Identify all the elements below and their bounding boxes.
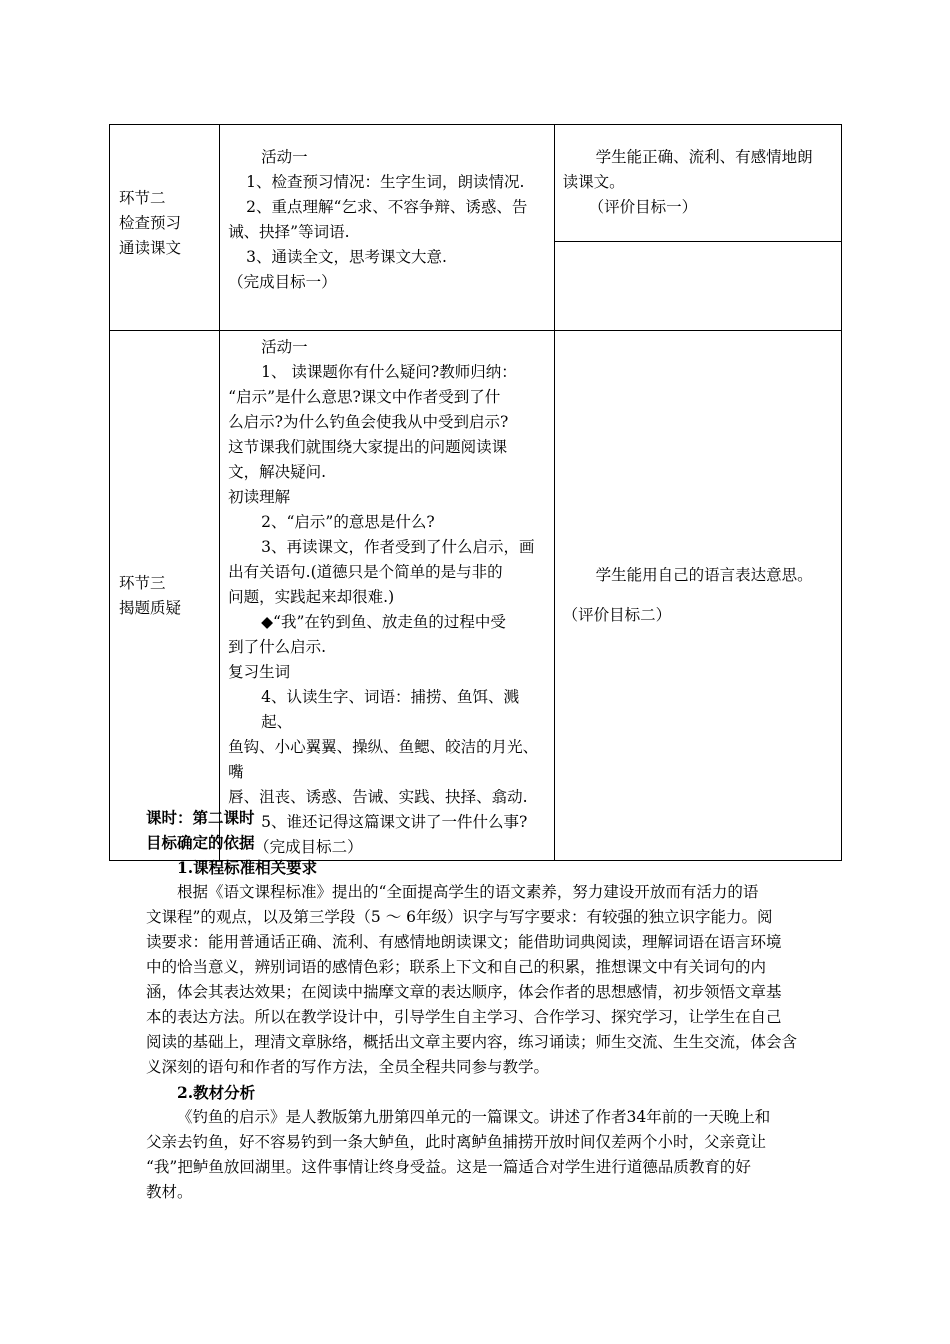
activity-line: 1、检查预习情况：生字生词，朗读情况. (246, 173, 525, 191)
stage-2-line: 环节二 (119, 189, 166, 207)
paragraph-line: 教材。 (146, 1183, 193, 1201)
paragraph-line: 根据《语文课程标准》提出的“全面提高学生的语文素养，努力建设开放而有活力的语 (177, 883, 759, 901)
stage-cell-3 (110, 331, 220, 861)
activity-line: 到了什么启示. (228, 638, 327, 656)
activity-line: 3、再读课文，作者受到了什么启示，画 (261, 538, 535, 556)
activity-line: 初读理解 (228, 488, 291, 506)
activity-line: 诫、抉择”等词语. (228, 223, 350, 241)
stage-3-line: 揭题质疑 (119, 598, 182, 617)
evaluation-line: 学生能用自己的语言表达意思。 (595, 565, 813, 584)
evaluation-line: 读课文。 (562, 173, 625, 191)
activity-line: 出有关语句.(道德只是个简单的是与非的 (228, 563, 503, 581)
activity-line: 2、“启示”的意思是什么? (261, 513, 435, 531)
evaluation-cell-3 (554, 331, 841, 861)
document-body (146, 805, 806, 1205)
activity-line: 2、重点理解“乞求、不容争辩、诱惑、告 (246, 198, 528, 216)
activity-line: （完成目标二） (254, 838, 363, 856)
paragraph-line: 父亲去钓鱼，好不容易钓到一条大鲈鱼，此时离鲈鱼捕捞开放时间仅差两个小时，父亲竟让 (146, 1133, 767, 1151)
paragraph-line: 涵，体会其表达效果；在阅读中揣摩文章的表达顺序，体会作者的思想感情，初步领悟文章基 (146, 983, 782, 1001)
activity-line: 这节课我们就围绕大家提出的问题阅读课 (228, 438, 508, 456)
activity-title: 活动一 (261, 338, 308, 356)
paragraph-line: 义深刻的语句和作者的写作方法，全员全程共同参与教学。 (146, 1058, 550, 1076)
activity-line: 么启示?为什么钓鱼会使我从中受到启示? (228, 413, 509, 431)
evaluation-line: 学生能正确、流利、有感情地朗 (595, 148, 813, 166)
paragraph-line: “我”把鲈鱼放回湖里。这件事情让终身受益。这是一篇适合对学生进行道德品质教育的好 (146, 1158, 751, 1176)
activity-line: （完成目标一） (228, 273, 337, 291)
stage-2-line: 通读课文 (119, 239, 182, 257)
paragraph-line: 本的表达方法。所以在教学设计中，引导学生自主学习、合作学习、探究学习，让学生在自己 (146, 1008, 782, 1026)
stage-3-line: 环节三 (119, 573, 166, 592)
evaluation-cell-2 (554, 125, 841, 242)
activity-cell-2 (220, 125, 554, 331)
evaluation-line: （评价目标二） (562, 606, 672, 625)
activity-line: 复习生词 (228, 663, 291, 681)
section-heading: 目标确定的依据 (146, 833, 255, 852)
activity-line: 5、谁还记得这篇课文讲了一件什么事? (261, 813, 528, 831)
activity-line: 文，解决疑问. (228, 463, 327, 481)
paragraph-line: 读要求：能用普通话正确、流利、有感情地朗读课文；能借助词典阅读，理解词语在语言环境 (146, 933, 782, 951)
stage-cell-2 (110, 125, 220, 331)
activity-cell-3 (220, 331, 554, 861)
paragraph-line: 《钓鱼的启示》是人教版第九册第四单元的一篇课文。讲述了作者34年前的一天晚上和 (177, 1108, 771, 1126)
empty-evaluation-cell (554, 242, 841, 331)
activity-line: 3、通读全文，思考课文大意. (246, 248, 447, 266)
paragraph-line: 中的恰当意义，辨别词语的感情色彩；联系上下文和自己的积累，推想课文中有关词句的内 (146, 958, 767, 976)
lesson-table (109, 124, 842, 861)
paragraph-line: 文课程”的观点，以及第三学段（5 ～ 6年级）识字与写字要求：有较强的独立识字能力。阅 (146, 908, 773, 926)
subheading: 2.教材分析 (177, 1083, 256, 1102)
activity-line: 鱼钩、小心翼翼、操纵、鱼鳃、皎洁的月光、嘴 (228, 738, 539, 781)
activity-line: ◆“我”在钓到鱼、放走鱼的过程中受 (261, 613, 506, 631)
activity-title: 活动一 (261, 148, 308, 166)
lesson-time: 课时：第二课时 (146, 808, 255, 827)
stage-2-line: 检查预习 (119, 214, 182, 232)
activity-line: 唇、沮丧、诱惑、告诫、实践、抉择、翕动. (228, 788, 528, 806)
subheading: 1.课程标准相关要求 (177, 858, 318, 877)
evaluation-line: （评价目标一） (588, 198, 698, 216)
activity-line: 1、 读课题你有什么疑问?教师归纳： (261, 363, 517, 381)
paragraph-line: 阅读的基础上，理清文章脉络，概括出文章主要内容，练习诵读；师生交流、生生交流，体会含 (146, 1033, 798, 1051)
activity-line: 4、认读生字、词语：捕捞、鱼饵、溅起、 (261, 688, 520, 731)
activity-line: 问题，实践起来却很难.) (228, 588, 395, 606)
activity-line: “启示”是什么意思?课文中作者受到了什 (228, 388, 501, 406)
